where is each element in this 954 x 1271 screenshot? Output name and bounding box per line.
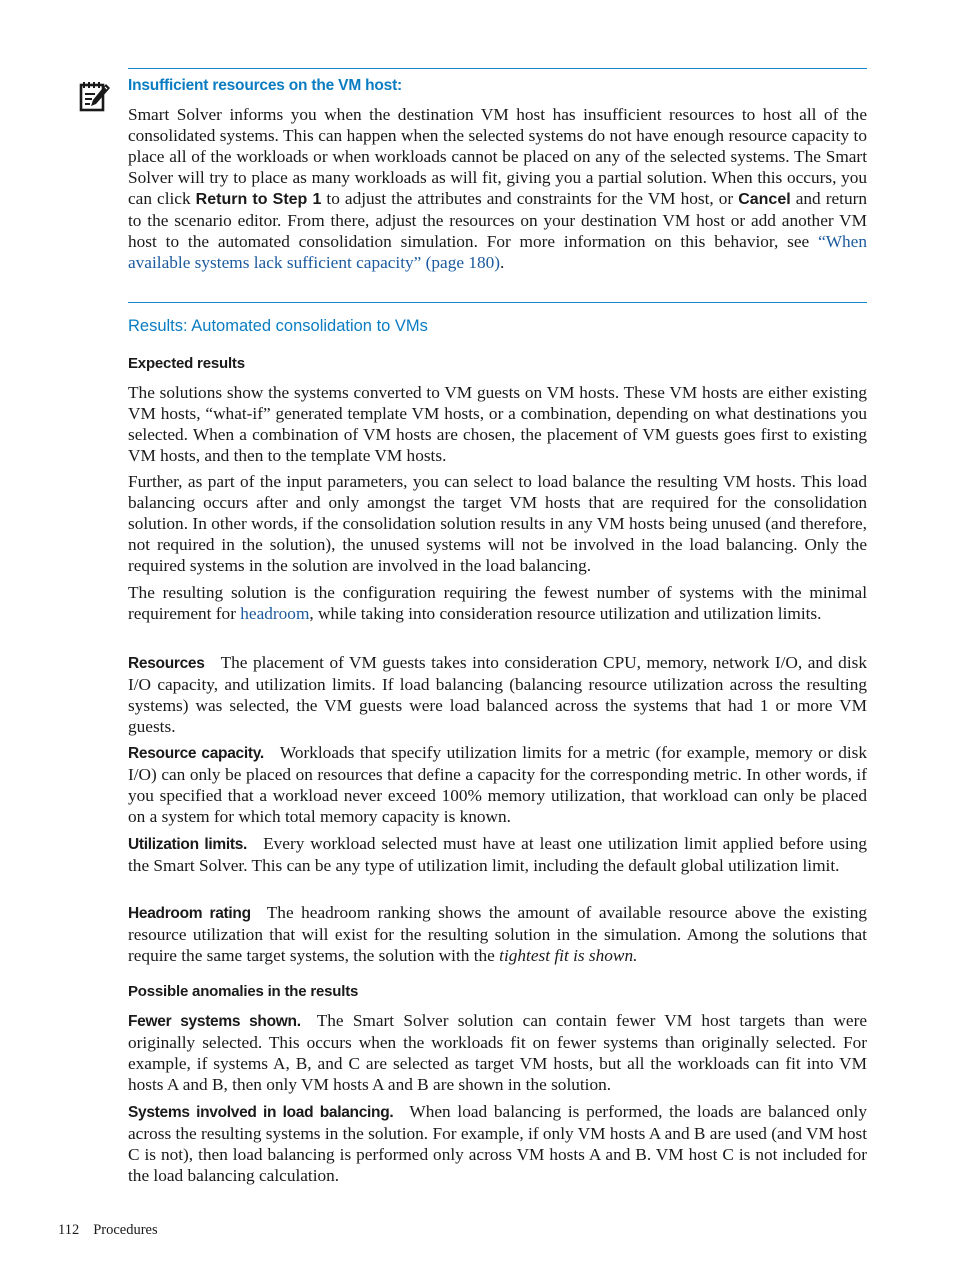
headroom-rating-paragraph xyxy=(128,902,867,966)
fewer-systems-text: The Smart Solver solution can contain fewer VM host targets than were originally selected. This occurs when the workloads fit on fewer systems than originally selected. For example, if systems A, B, and C are selected as target VM hosts, but all the workloads can fit into VM hosts A and B, then only VM hosts A and B are shown in the solution. xyxy=(128,1011,867,1094)
anomalies-heading: Possible anomalies in the results xyxy=(128,983,359,1000)
fewer-systems-paragraph xyxy=(128,1010,867,1095)
section-title: Results: Automated consolidation to VMs xyxy=(128,317,428,335)
page-number: 112 xyxy=(58,1222,80,1238)
resource-capacity-paragraph xyxy=(128,742,867,827)
resources-term: Resources xyxy=(128,655,205,672)
note-text-4: . xyxy=(500,253,505,272)
page-footer xyxy=(58,1222,172,1239)
load-balancing-text: When load balancing is performed, the loads are balanced only across the resulting systems in the solution. For example, if only VM hosts A and B are used (and VM host C is not), then load balancing is performed only across VM hosts A and B. VM host C is not included for the load balancing calculation. xyxy=(128,1102,867,1185)
note-bottom-rule xyxy=(128,302,867,303)
headroom-link[interactable]: headroom xyxy=(240,604,310,623)
expected-paragraph-2: Further, as part of the input parameters, you can select to load balance the resulting VM hosts. This load balancing occurs after and only amongst the target VM hosts that are required for the consolidation solution. In other words, if the consolidation solution results in any VM hosts being unused (and therefore, not required in the solution), the unused systems will not be involved in the load balancing. Only the required systems in the solution are involved in the load balancing. xyxy=(128,472,867,575)
resource-capacity-text: Workloads that specify utilization limits for a metric (for example, memory or disk I/O) can only be placed on resources that define a capacity for the corresponding metric. In other words, if you specified that a workload never exceed 100% memory utilization, that workload can only be placed on a system for which total memory capacity is known. xyxy=(128,743,867,826)
note-title: Insufficient resources on the VM host: xyxy=(128,77,403,94)
note-text-3: and return to the scenario editor. From there, adjust the resources on your destination VM host or add another VM host to the automated consolidation simulation. For more information on this behavior, see xyxy=(128,189,867,251)
note-top-rule xyxy=(128,68,867,69)
headroom-rating-text: The headroom ranking shows the amount of available resource above the existing resource utilization that will exist for the resulting solution in the simulation. Among the solutions that require the same target systems, the solution with the xyxy=(128,903,868,965)
utilization-limits-paragraph xyxy=(128,833,867,876)
load-balancing-term: Systems involved in load balancing. xyxy=(128,1104,394,1121)
resources-paragraph xyxy=(128,652,867,737)
return-to-step-1-label: Return to Step 1 xyxy=(195,191,322,208)
headroom-rating-term: Headroom rating xyxy=(128,905,251,922)
note-text-1: Smart Solver informs you when the destination VM host has insufficient resources to host all of the consolidated systems. This can happen when the selected systems do not have enough resource capacity to place all of the workloads or when workloads cannot be placed on any of the selected systems. The Smart Solver will try to place as many workloads as will fit, giving you a partial solution. When this occurs, you can click xyxy=(128,105,867,208)
chapter-name: Procedures xyxy=(93,1222,158,1238)
expected-paragraph-1: The solutions show the systems converted to VM guests on VM hosts. These VM hosts are either existing VM hosts, “what-if” generated template VM hosts, or a combination, depending on what destinations you selected. When a combination of VM hosts are chosen, the placement of VM guests goes first to existing VM hosts, and then to the template VM hosts. xyxy=(128,383,867,465)
utilization-limits-term: Utilization limits. xyxy=(128,836,248,853)
fewer-systems-term: Fewer systems shown. xyxy=(128,1013,301,1030)
resources-text: The placement of VM guests takes into consideration CPU, memory, network I/O, and disk I/O capacity, and utilization limits. If load balancing (balancing resource utilization across the resulting systems) was selected, the VM guests were load balanced across the systems that had 1 or more VM guests. xyxy=(128,653,867,736)
expected-results-heading: Expected results xyxy=(128,355,245,372)
cancel-label: Cancel xyxy=(738,191,791,208)
capacity-page-link[interactable]: “When available systems lack sufficient capacity” (page 180) xyxy=(128,232,867,272)
note-body xyxy=(128,104,867,273)
p3-text-b: , while taking into consideration resource utilization and utilization limits. xyxy=(309,604,822,623)
p3-text-a: The resulting solution is the configuration requiring the fewest number of systems with the minimal requirement for xyxy=(128,583,867,623)
note-pencil-icon xyxy=(79,80,111,112)
utilization-limits-text: Every workload selected must have at least one utilization limit applied before using the Smart Solver. This can be any type of utilization limit, including the default global utilization limit. xyxy=(128,834,867,875)
load-balancing-paragraph xyxy=(128,1101,867,1186)
headroom-rating-italic: tightest fit is shown. xyxy=(499,946,638,965)
note-text-2: to adjust the attributes and constraints for the VM host, or xyxy=(321,189,739,208)
resource-capacity-term: Resource capacity. xyxy=(128,745,264,762)
expected-paragraph-3 xyxy=(128,582,867,624)
